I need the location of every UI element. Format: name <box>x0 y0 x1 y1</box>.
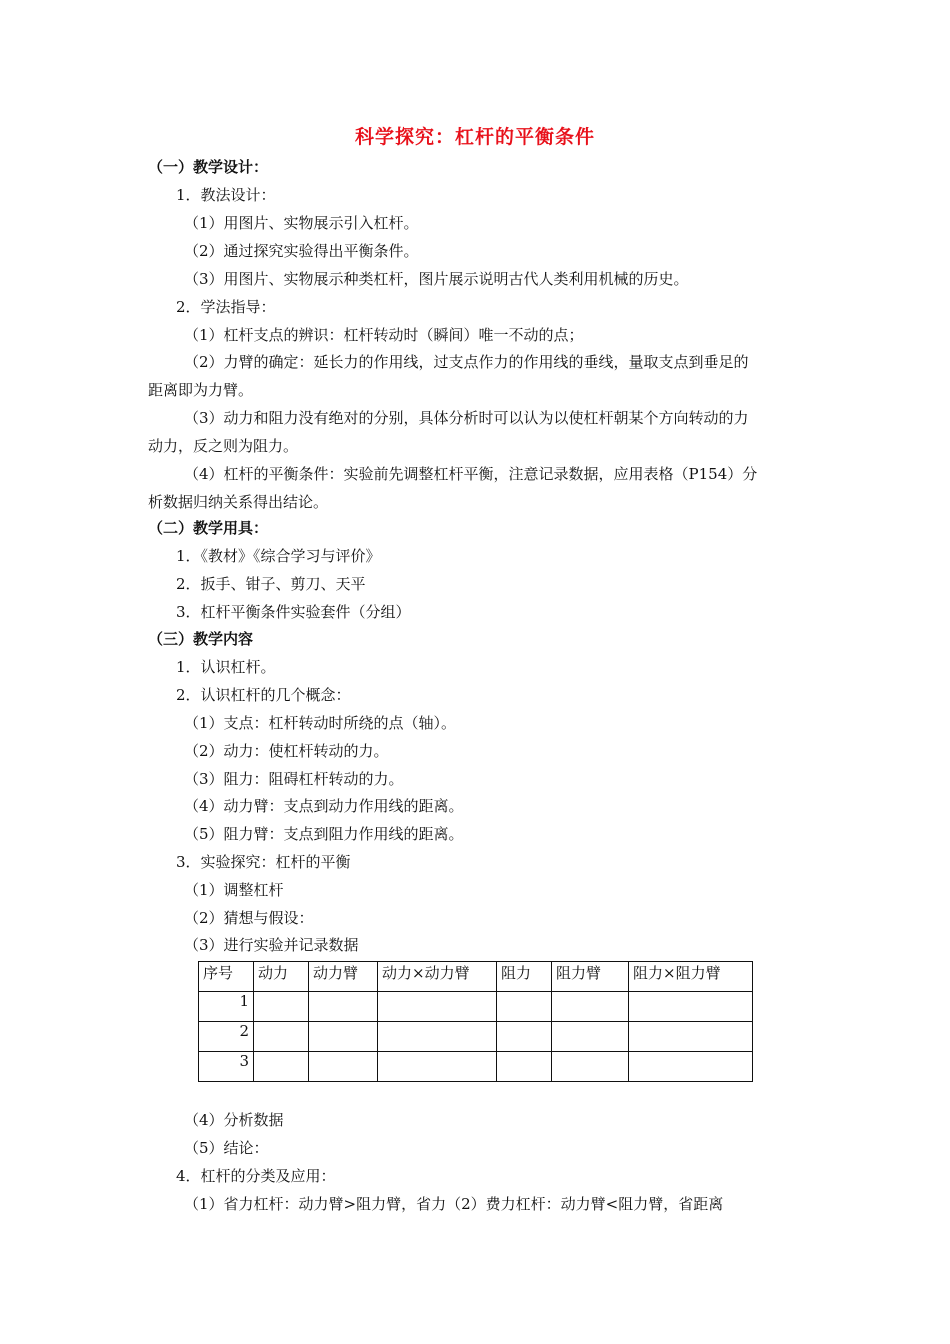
table-header-cell: 动力 <box>254 962 309 992</box>
section-heading-content: （三）教学内容 <box>148 630 254 648</box>
item-teaching-method: 1．教法设计： <box>176 186 276 204</box>
item-text: 4．杠杆的分类及应用： <box>176 1167 336 1185</box>
item-text: 距离即为力臂。 <box>148 381 254 399</box>
table-row <box>199 1052 753 1082</box>
document-title: 科学探究：杠杆的平衡条件 <box>354 126 595 148</box>
table-row <box>199 1022 753 1052</box>
item-text: （5）结论： <box>184 1139 269 1157</box>
item-text: （3）用图片、实物展示种类杠杆，图片展示说明古代人类利用机械的历史。 <box>184 270 689 288</box>
item-text: 2．认识杠杆的几个概念： <box>176 686 351 704</box>
item-text: （3）阻力：阻碍杠杆转动的力。 <box>184 770 404 788</box>
item-text: 动力，反之则为阻力。 <box>148 437 299 455</box>
table-cell[interactable] <box>254 1022 309 1052</box>
table-cell[interactable] <box>497 992 552 1022</box>
table-header-cell: 序号 <box>199 962 254 992</box>
item-text: （1）用图片、实物展示引入杠杆。 <box>184 214 419 232</box>
experiment-data-table <box>198 961 753 1082</box>
section-heading-tools: （二）教学用具： <box>148 519 269 537</box>
table-row <box>199 992 753 1022</box>
table-header-cell: 动力×动力臂 <box>378 962 497 992</box>
table-cell[interactable] <box>254 992 309 1022</box>
item-learning-guide: 2．学法指导： <box>176 298 276 316</box>
table-cell[interactable] <box>309 1052 378 1082</box>
table-cell[interactable] <box>378 1052 497 1082</box>
table-cell[interactable] <box>552 992 629 1022</box>
table-cell[interactable] <box>378 1022 497 1052</box>
item-text: 1．《教材》《综合学习与评价》 <box>176 547 381 565</box>
item-text: （1）调整杠杆 <box>184 881 284 899</box>
item-text: （1）支点：杠杆转动时所绕的点（轴）。 <box>184 714 457 732</box>
table-header-cell: 阻力臂 <box>552 962 629 992</box>
table-cell[interactable] <box>309 992 378 1022</box>
table-header-cell: 动力臂 <box>309 962 378 992</box>
table-cell[interactable] <box>552 1022 629 1052</box>
table-cell[interactable] <box>629 1022 753 1052</box>
table-cell[interactable] <box>629 1052 753 1082</box>
table-cell[interactable] <box>309 1022 378 1052</box>
item-text: （5）阻力臂：支点到阻力作用线的距离。 <box>184 825 464 843</box>
item-text: 3．实验探究：杠杆的平衡 <box>176 853 351 871</box>
item-text: 2．扳手、钳子、剪刀、天平 <box>176 575 366 593</box>
item-text: （4）分析数据 <box>184 1111 284 1129</box>
table-cell[interactable] <box>497 1022 552 1052</box>
item-text: （2）猜想与假设： <box>184 909 314 927</box>
table-cell[interactable] <box>254 1052 309 1082</box>
item-text: 析数据归纳关系得出结论。 <box>148 493 329 511</box>
item-text: （3）进行实验并记录数据 <box>184 936 359 954</box>
item-text: （2）动力：使杠杆转动的力。 <box>184 742 389 760</box>
item-text: （1）省力杠杆：动力臂>阻力臂，省力（2）费力杠杆：动力臂<阻力臂，省距离 <box>184 1195 724 1213</box>
table-cell-index: 1 <box>199 992 254 1022</box>
table-cell[interactable] <box>497 1052 552 1082</box>
item-text: （3）动力和阻力没有绝对的分别，具体分析时可以认为以使杠杆朝某个方向转动的力 <box>184 409 749 427</box>
item-text: （1）杠杆支点的辨识：杠杆转动时（瞬间）唯一不动的点； <box>184 326 584 344</box>
item-text: （2）力臂的确定：延长力的作用线，过支点作力的作用线的垂线，量取支点到垂足的 <box>184 353 749 371</box>
table-cell-index: 3 <box>199 1052 254 1082</box>
item-text: （4）杠杆的平衡条件：实验前先调整杠杆平衡，注意记录数据，应用表格（P154）分 <box>184 465 758 483</box>
table-header-cell: 阻力×阻力臂 <box>629 962 753 992</box>
item-text: （2）通过探究实验得出平衡条件。 <box>184 242 419 260</box>
table-cell[interactable] <box>629 992 753 1022</box>
table-cell[interactable] <box>378 992 497 1022</box>
table-cell-index: 2 <box>199 1022 254 1052</box>
table-header-row <box>199 962 753 992</box>
item-text: （4）动力臂：支点到动力作用线的距离。 <box>184 797 464 815</box>
table-cell[interactable] <box>552 1052 629 1082</box>
item-text: 1．认识杠杆。 <box>176 658 276 676</box>
table-header-cell: 阻力 <box>497 962 552 992</box>
section-heading-design: （一）教学设计： <box>148 158 269 176</box>
item-text: 3．杠杆平衡条件实验套件（分组） <box>176 603 411 621</box>
